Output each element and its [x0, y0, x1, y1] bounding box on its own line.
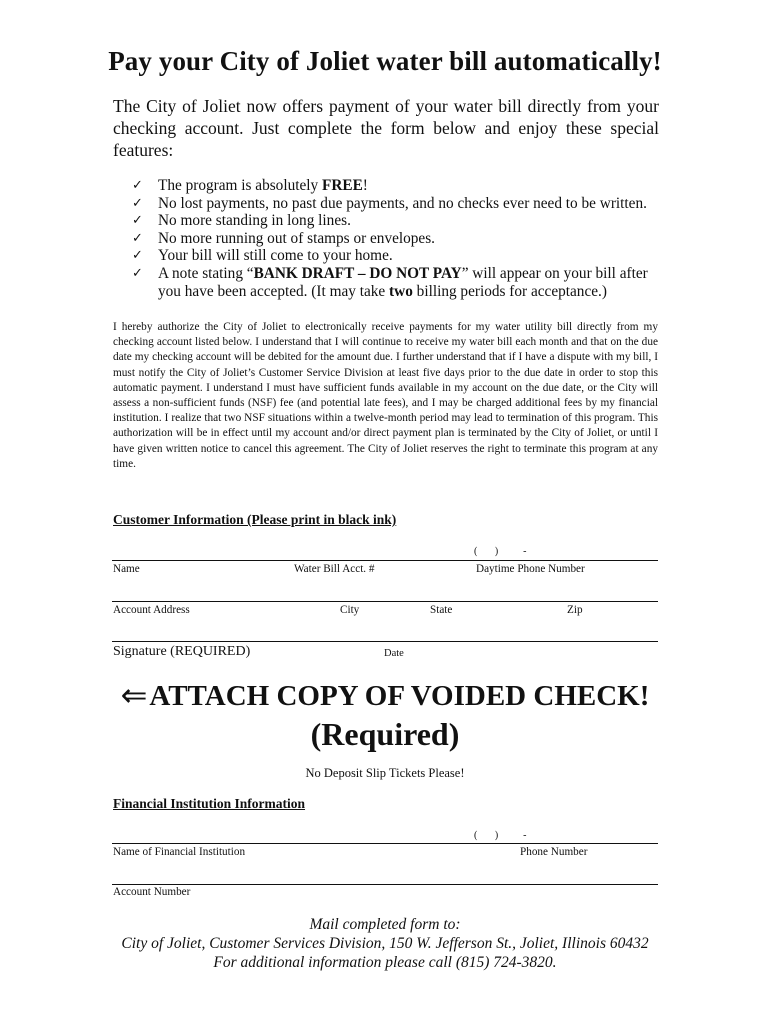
name-label: Name [113, 563, 140, 575]
state-label: State [430, 604, 453, 616]
financial-line-2[interactable] [112, 884, 658, 885]
financial-info-heading: Financial Institution Information [113, 796, 306, 811]
daytime-phone-mask: ( ) - [474, 546, 527, 557]
daytime-phone-label: Daytime Phone Number [476, 563, 585, 575]
mail-address: City of Joliet, Customer Services Division, 150 W. Jefferson St., Joliet, Illinois 60432 [121, 935, 649, 952]
list-item: ✓ No more running out of stamps or envelopes. [132, 229, 435, 247]
required-notice: (Required) [310, 716, 460, 752]
list-item: ✓ No more standing in long lines. [132, 212, 351, 230]
check-mark-icon: ✓ [132, 195, 143, 211]
water-bill-acct-label: Water Bill Acct. # [294, 563, 375, 575]
authorization-paragraph: I hereby authorize the City of Joliet to electronically receive payments for my water utility bill directly from my checking account listed below. I understand that I will continue to receive my water bill each month and that on the due date my checking account will be debited for the amount due. I further understand that if I have a dispute with my bill, I must notify the City of Joliet’s Customer Service Division at least five days prior to the due date in order to stop this automatic payment. I understand I must have sufficient funds available in my account on the due date, or the City will assess a non-sufficient funds (NSF) fee (and potential late fees), and I may be charged additional fees by my financial institution. I realize that two NSF situations within a twelve-month period may lead to termination of this program. This authorization will be in effect until my account and/or direct payment plan is terminated by the City of Joliet, or until I have given written notice to cancel this agreement. The City of Joliet reserves the right to terminate this program at any time. [113, 321, 658, 470]
date-label: Date [384, 648, 404, 659]
mail-heading: Mail completed form to: [309, 916, 461, 933]
check-mark-icon: ✓ [132, 248, 143, 264]
feature-list [130, 177, 670, 300]
check-mark-icon: ✓ [132, 213, 143, 229]
attach-check-notice: ⇐ATTACH COPY OF VOIDED CHECK! [120, 676, 650, 714]
double-left-arrow-icon: ⇐ [120, 676, 148, 714]
list-item: ✓ No lost payments, no past due payments, and no checks ever need to be written. [132, 194, 647, 212]
account-number-label: Account Number [113, 886, 191, 898]
institution-name-label: Name of Financial Institution [113, 846, 246, 858]
list-item: ✓ The program is absolutely FREE! [132, 177, 368, 194]
customer-info-heading: Customer Information (Please print in black ink) [113, 512, 397, 527]
customer-line-1[interactable] [112, 560, 658, 561]
zip-label: Zip [567, 604, 583, 616]
no-deposit-slip-note: No Deposit Slip Tickets Please! [305, 766, 465, 780]
institution-phone-label: Phone Number [520, 846, 588, 858]
intro-paragraph: The City of Joliet now offers payment of your water bill directly from your checking account. Just complete the form below and enjoy these special features: [113, 96, 659, 160]
institution-phone-mask: ( ) - [474, 830, 527, 841]
customer-line-3[interactable] [112, 641, 658, 642]
customer-line-2[interactable] [112, 601, 658, 602]
check-mark-icon: ✓ [132, 230, 143, 246]
list-item: ✓ Your bill will still come to your home. [132, 247, 393, 265]
city-label: City [340, 604, 360, 616]
financial-line-1[interactable] [112, 843, 658, 844]
page-title: Pay your City of Joliet water bill automatically! [108, 46, 662, 76]
list-item: ✓ A note stating “BANK DRAFT – DO NOT PAY” will appear on your bill after you have been accepted. (It may take two billing periods for acceptance.) [132, 264, 648, 300]
signature-label: Signature (REQUIRED) [113, 644, 251, 659]
check-mark-icon: ✓ [132, 265, 143, 281]
mail-phone-info: For additional information please call (815) 724-3820. [213, 954, 557, 971]
account-address-label: Account Address [113, 604, 190, 616]
check-mark-icon: ✓ [132, 178, 143, 193]
